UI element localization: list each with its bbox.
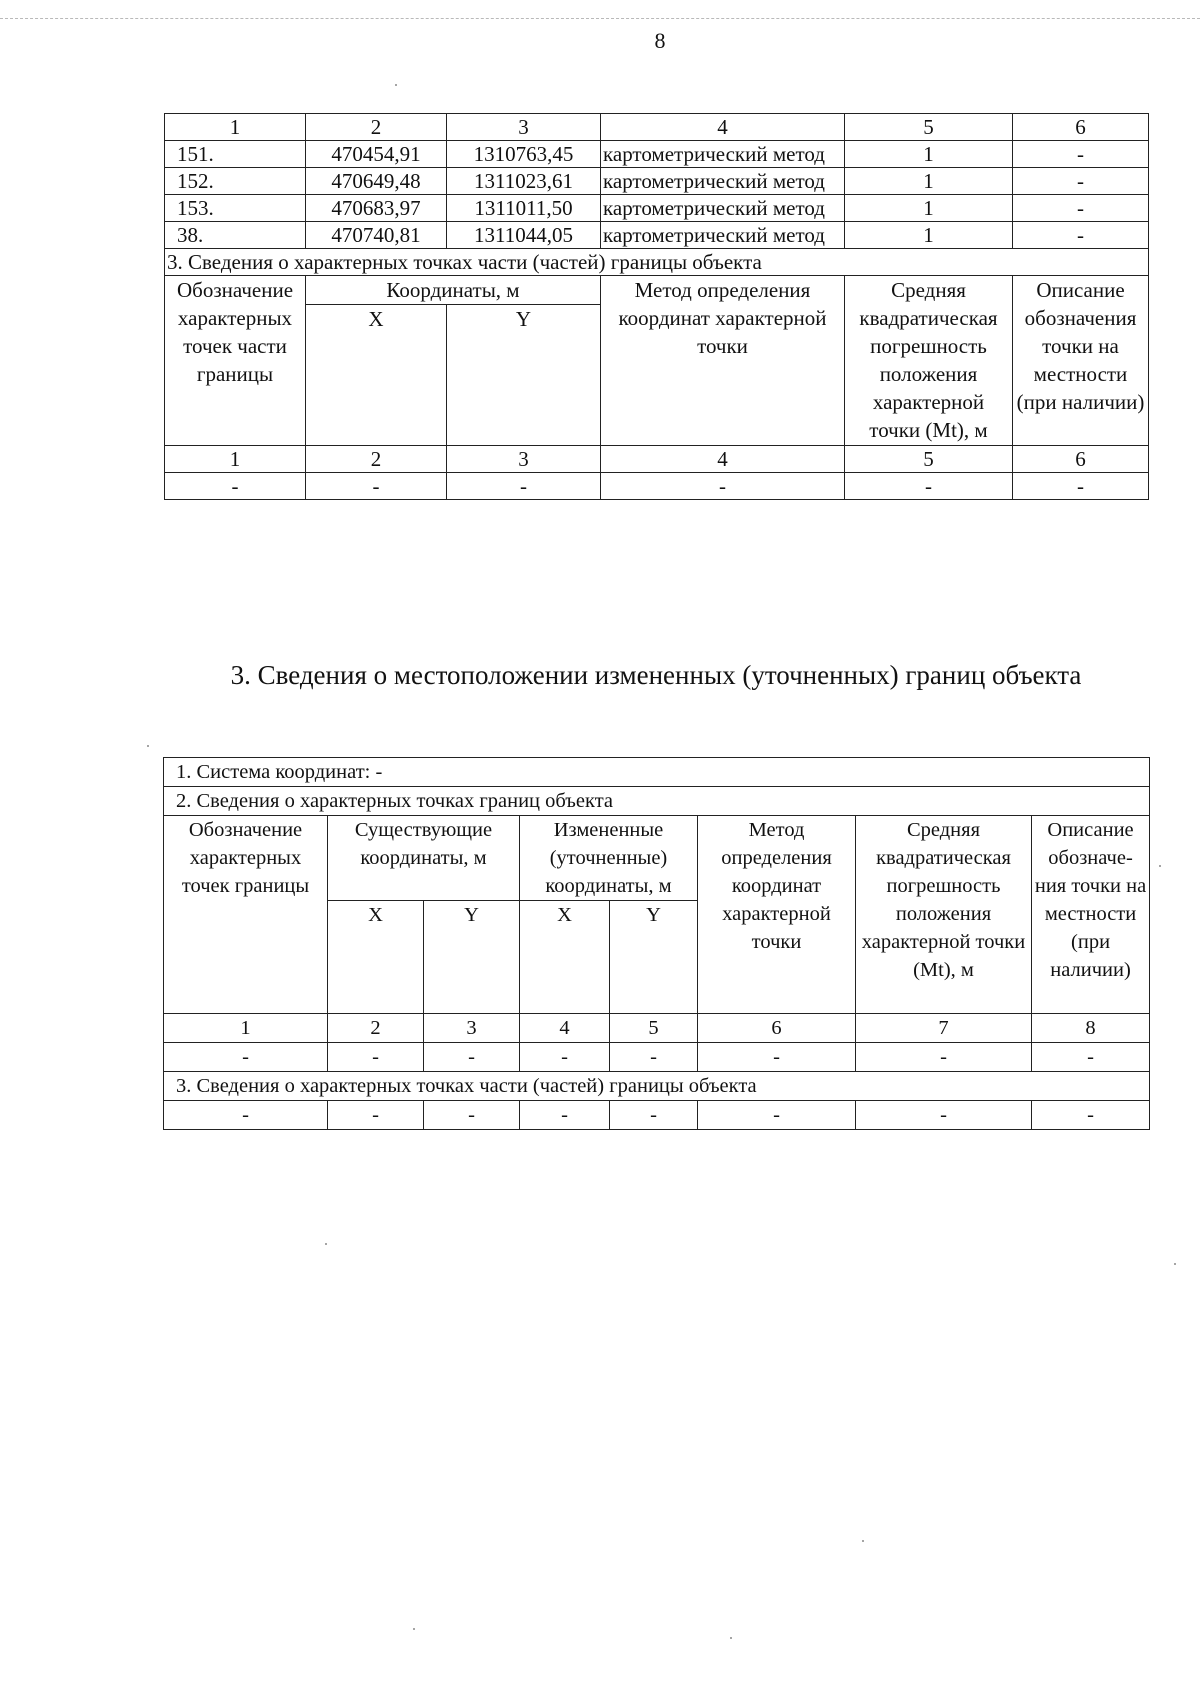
column-number: 5 xyxy=(845,114,1013,141)
empty-data-row xyxy=(164,1043,1150,1072)
empty-data-row xyxy=(165,473,1149,500)
column-number: 8 xyxy=(1032,1014,1150,1043)
column-number: 1 xyxy=(165,114,306,141)
column-number: 5 xyxy=(610,1014,698,1043)
point-description: - xyxy=(1013,141,1149,168)
empty-cell: - xyxy=(610,1043,698,1072)
header-mean-square-error: Средняя квадратическая погрешность положения характерной точки (Mt), м xyxy=(856,816,1032,1014)
column-number: 2 xyxy=(328,1014,424,1043)
empty-cell: - xyxy=(1013,473,1149,500)
mean-square-error: 1 xyxy=(845,195,1013,222)
column-number: 6 xyxy=(1013,114,1149,141)
header-changed-coordinates: Измененные (уточненные) координаты, м xyxy=(520,816,698,901)
column-numbers-row xyxy=(165,446,1149,473)
section-title-row xyxy=(164,1072,1150,1101)
column-number: 2 xyxy=(306,446,447,473)
empty-data-row xyxy=(164,1101,1150,1130)
empty-cell: - xyxy=(610,1101,698,1130)
header-x-changed: X xyxy=(520,901,610,1014)
header-designation: Обозначение характерных точек части границы xyxy=(165,276,306,446)
empty-cell: - xyxy=(520,1101,610,1130)
coordinate-system: 1. Система координат: - xyxy=(164,758,1150,787)
column-number: 1 xyxy=(164,1014,328,1043)
mean-square-error: 1 xyxy=(845,222,1013,249)
empty-cell: - xyxy=(328,1101,424,1130)
coordinate-y: 1311044,05 xyxy=(447,222,601,249)
section-title-row xyxy=(164,787,1150,816)
column-number: 4 xyxy=(520,1014,610,1043)
empty-cell: - xyxy=(306,473,447,500)
header-method: Метод определения координат характерной точки xyxy=(698,816,856,1014)
column-number: 1 xyxy=(165,446,306,473)
empty-cell: - xyxy=(601,473,845,500)
section-title-row xyxy=(165,249,1149,276)
empty-cell: - xyxy=(856,1101,1032,1130)
section-heading: 3. Сведения о местоположении измененных (уточненных) границ объекта xyxy=(230,660,1082,690)
column-number: 3 xyxy=(447,114,601,141)
coordinate-x: 470649,48 xyxy=(306,168,447,195)
header-method: Метод определения координат характерной точки xyxy=(601,276,845,446)
page-number: 8 xyxy=(654,28,666,53)
determination-method: картометрический метод xyxy=(601,222,845,249)
coordinate-y: 1310763,45 xyxy=(447,141,601,168)
header-y: Y xyxy=(447,305,601,446)
empty-cell: - xyxy=(520,1043,610,1072)
header-x: X xyxy=(306,305,447,446)
header-coordinates: Координаты, м xyxy=(306,276,601,305)
scan-edge-line xyxy=(0,18,1200,19)
empty-cell: - xyxy=(1032,1101,1150,1130)
header-x-existing: X xyxy=(328,901,424,1014)
column-number: 7 xyxy=(856,1014,1032,1043)
scan-speck xyxy=(413,1628,415,1630)
scan-speck xyxy=(325,1243,327,1245)
scan-speck xyxy=(1159,865,1161,867)
mean-square-error: 1 xyxy=(845,141,1013,168)
header-mean-square-error: Средняя квадратическая погрешность положения характерной точки (Mt), м xyxy=(845,276,1013,446)
table-row xyxy=(165,222,1149,249)
header-y-existing: Y xyxy=(424,901,520,1014)
table-row xyxy=(165,141,1149,168)
scan-speck xyxy=(862,1540,864,1542)
empty-cell: - xyxy=(164,1101,328,1130)
point-designation: 151. xyxy=(165,141,306,168)
coordinate-y: 1311011,50 xyxy=(447,195,601,222)
column-number: 2 xyxy=(306,114,447,141)
empty-cell: - xyxy=(165,473,306,500)
point-designation: 38. xyxy=(165,222,306,249)
column-number: 6 xyxy=(1013,446,1149,473)
empty-cell: - xyxy=(698,1043,856,1072)
changed-boundaries-table xyxy=(163,757,1150,1130)
table-row xyxy=(165,168,1149,195)
empty-cell: - xyxy=(447,473,601,500)
coordinate-x: 470454,91 xyxy=(306,141,447,168)
empty-cell: - xyxy=(698,1101,856,1130)
part-boundary-section-title: 3. Сведения о характерных точках части (частей) границы объекта xyxy=(164,1072,1150,1101)
table-row xyxy=(165,195,1149,222)
column-numbers-row xyxy=(165,114,1149,141)
empty-cell: - xyxy=(1032,1043,1150,1072)
empty-cell: - xyxy=(328,1043,424,1072)
coord-system-row xyxy=(164,758,1150,787)
coordinate-x: 470683,97 xyxy=(306,195,447,222)
header-y-changed: Y xyxy=(610,901,698,1014)
empty-cell: - xyxy=(856,1043,1032,1072)
points-section-title: 2. Сведения о характерных точках границ объекта xyxy=(164,787,1150,816)
part-boundary-section-title: 3. Сведения о характерных точках части (частей) границы объекта xyxy=(165,249,1149,276)
determination-method: картометрический метод xyxy=(601,195,845,222)
header-row xyxy=(164,816,1150,901)
header-description: Описание обозначения точки на местности (при наличии) xyxy=(1013,276,1149,446)
point-designation: 152. xyxy=(165,168,306,195)
determination-method: картометрический метод xyxy=(601,141,845,168)
coordinate-y: 1311023,61 xyxy=(447,168,601,195)
point-designation: 153. xyxy=(165,195,306,222)
empty-cell: - xyxy=(424,1043,520,1072)
point-description: - xyxy=(1013,222,1149,249)
empty-cell: - xyxy=(164,1043,328,1072)
column-number: 3 xyxy=(424,1014,520,1043)
determination-method: картометрический метод xyxy=(601,168,845,195)
coordinate-x: 470740,81 xyxy=(306,222,447,249)
header-row xyxy=(165,276,1149,305)
header-existing-coordinates: Существующие координаты, м xyxy=(328,816,520,901)
scan-speck xyxy=(1174,1263,1176,1265)
scan-speck xyxy=(395,84,397,86)
column-number: 4 xyxy=(601,114,845,141)
scan-speck xyxy=(730,1637,732,1639)
point-description: - xyxy=(1013,195,1149,222)
characteristic-points-table xyxy=(164,113,1149,500)
column-number: 4 xyxy=(601,446,845,473)
column-number: 6 xyxy=(698,1014,856,1043)
column-number: 3 xyxy=(447,446,601,473)
column-numbers-row xyxy=(164,1014,1150,1043)
header-description: Описание обозначе-ния точки на местности (при наличии) xyxy=(1032,816,1150,1014)
header-designation: Обозначение характерных точек границы xyxy=(164,816,328,1014)
empty-cell: - xyxy=(845,473,1013,500)
scan-speck xyxy=(147,745,149,747)
point-description: - xyxy=(1013,168,1149,195)
empty-cell: - xyxy=(424,1101,520,1130)
mean-square-error: 1 xyxy=(845,168,1013,195)
column-number: 5 xyxy=(845,446,1013,473)
